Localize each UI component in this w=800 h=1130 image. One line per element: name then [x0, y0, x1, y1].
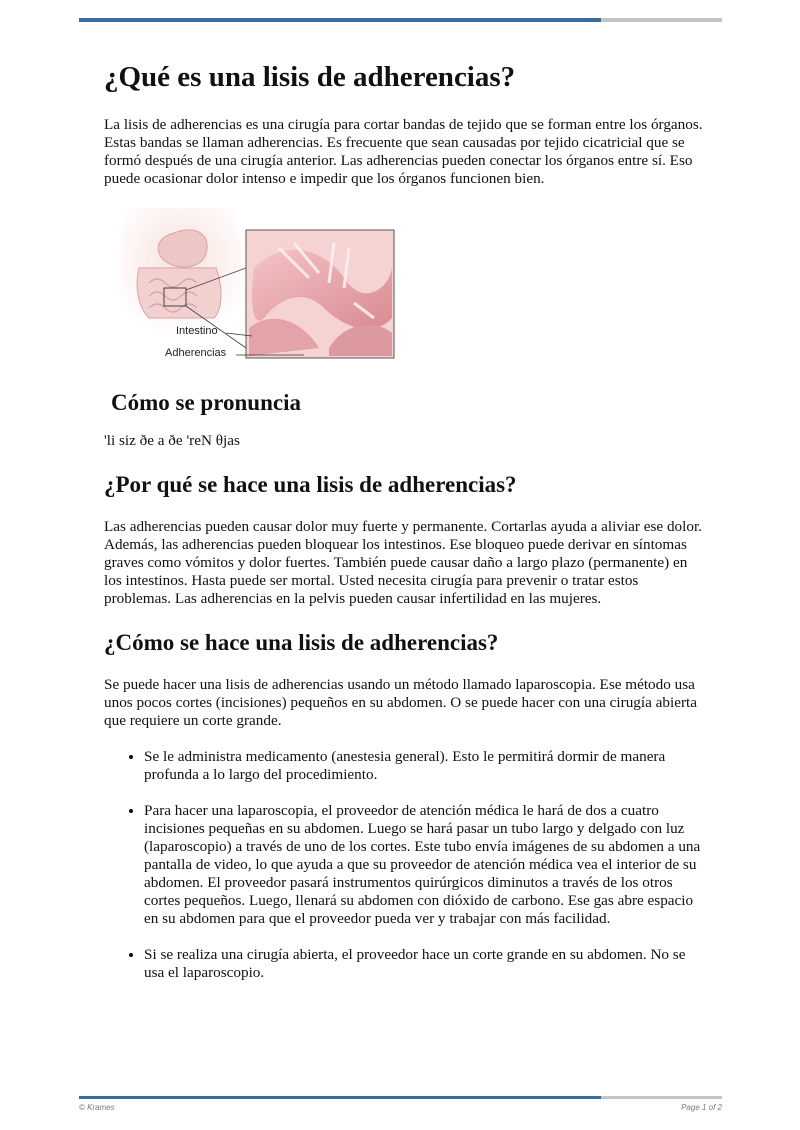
footer-page-number: Page 1 of 2 — [681, 1103, 722, 1112]
footer-rule-grey — [601, 1096, 722, 1099]
pronunciation-heading: Cómo se pronuncia — [111, 390, 301, 415]
header-rule — [79, 18, 722, 22]
adhesions-illustration — [104, 208, 404, 368]
footer-copyright: © Krames — [79, 1103, 115, 1112]
procedure-steps-list — [104, 748, 704, 982]
page-footer — [79, 1096, 722, 1112]
header-rule-blue — [79, 18, 601, 22]
intestine-illustration-svg — [104, 208, 404, 368]
list-item: • Para hacer una laparoscopia, el proveedor de atención médica le hará de dos a cuatro incisiones pequeñas en su abdomen. Luego se hará pasar un tubo largo y delgado con luz (laparoscopio) a través de uno de los cortes. Este tubo envía imágenes de su abdomen a una pantalla de video, lo que ayuda a que su proveedor de atención médica vea el interior de su abdomen. El proveedor pasará instrumentos quirúrgicos diminutos a través de los otros cortes pequeños. Luego, llenará su abdomen con dióxido de carbono. Ese gas abre espacio en su abdomen para que el proveedor pueda ver y trabajar con más facilidad. — [144, 802, 704, 928]
document-body — [104, 58, 704, 1000]
label-intestine: Intestino — [176, 325, 218, 337]
list-item: • Si se realiza una cirugía abierta, el proveedor hace un corte grande en su abdomen. No se usa el laparoscopio. — [144, 946, 704, 982]
footer-rule-blue — [79, 1096, 601, 1099]
header-rule-grey — [601, 18, 722, 22]
pronunciation-text: 'li siz ðe a ðe 'reN θjas — [104, 432, 240, 449]
page-title: ¿Qué es una lisis de adherencias? — [104, 61, 516, 93]
footer-rule — [79, 1096, 722, 1099]
list-item: • Se le administra medicamento (anestesia general). Esto le permitirá dormir de manera profunda a lo largo del procedimiento. — [144, 748, 704, 784]
why-heading: ¿Por qué se hace una lisis de adherencias? — [104, 472, 517, 497]
how-heading: ¿Cómo se hace una lisis de adherencias? — [104, 630, 499, 655]
colon-shape — [137, 268, 221, 318]
label-adhesions: Adherencias — [165, 347, 227, 359]
how-paragraph: Se puede hacer una lisis de adherencias usando un método llamado laparoscopia. Ese método usa unos pocos cortes (incisiones) pequeños en su abdomen. O se puede hacer con una cirugía abierta que requiere un corte grande. — [104, 676, 697, 729]
why-paragraph: Las adherencias pueden causar dolor muy fuerte y permanente. Cortarlas ayuda a aliviar ese dolor. Además, las adherencias pueden bloquear los intestinos. Ese bloqueo puede derivar en síntomas graves como vómitos y dolor fuertes. También puede causar daño a largo plazo (permanente) en los intestinos. Hasta puede ser mortal. Usted necesita cirugía para prevenir o tratar estos problemas. Las adherencias en la pelvis pueden causar infertilidad en las mujeres. — [104, 518, 702, 607]
intro-paragraph: La lisis de adherencias es una cirugía para cortar bandas de tejido que se forman entre los órganos. Estas bandas se llaman adherencias. Es frecuente que sean causadas por tejido cicatricial que se formó después de una cirugía anterior. Las adherencias pueden conectar los órganos entre sí. Eso puede ocasionar dolor intenso e impedir que los órganos funcionen bien. — [104, 116, 703, 187]
